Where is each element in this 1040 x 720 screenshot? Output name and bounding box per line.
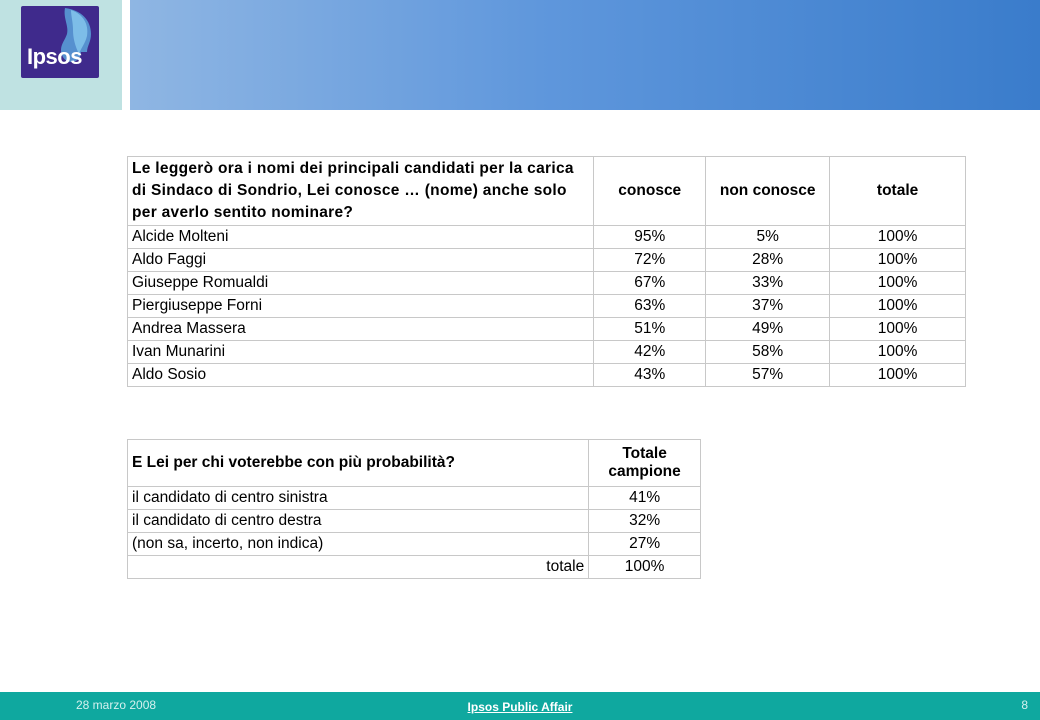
option-label: il candidato di centro destra xyxy=(128,510,589,533)
footer-date: 28 marzo 2008 xyxy=(76,698,157,712)
col-header-totale-campione xyxy=(589,440,701,487)
non-conosce-value: 28% xyxy=(706,249,830,272)
option-label: (non sa, incerto, non indica) xyxy=(128,533,589,556)
col-header-line-1: Totale xyxy=(622,445,667,462)
table-row xyxy=(128,364,966,387)
total-label: totale xyxy=(128,556,589,579)
col-header-non-conosce: non conosce xyxy=(706,157,830,226)
conosce-value: 63% xyxy=(594,295,706,318)
page-number: 8 xyxy=(1021,698,1028,712)
table-row xyxy=(128,318,966,341)
candidate-name: Piergiuseppe Forni xyxy=(128,295,594,318)
totale-value: 100% xyxy=(830,249,966,272)
total-row xyxy=(128,556,701,579)
table-row xyxy=(128,533,701,556)
non-conosce-value: 57% xyxy=(706,364,830,387)
header-separator xyxy=(122,0,130,110)
non-conosce-value: 33% xyxy=(706,272,830,295)
totale-value: 100% xyxy=(830,318,966,341)
option-label: il candidato di centro sinistra xyxy=(128,487,589,510)
totale-value: 100% xyxy=(830,226,966,249)
table-row xyxy=(128,272,966,295)
table-row xyxy=(128,341,966,364)
question-cell: E Lei per chi voterebbe con più probabilità? xyxy=(128,440,589,487)
conosce-value: 67% xyxy=(594,272,706,295)
option-value: 27% xyxy=(589,533,701,556)
conosce-value: 42% xyxy=(594,341,706,364)
totale-value: 100% xyxy=(830,272,966,295)
awareness-table xyxy=(127,156,966,387)
header-band xyxy=(130,0,1040,110)
vote-intention-table xyxy=(127,439,701,579)
table-row xyxy=(128,249,966,272)
col-header-totale: totale xyxy=(830,157,966,226)
footer-title-link[interactable]: Ipsos Public Affair xyxy=(467,700,573,714)
totale-value: 100% xyxy=(830,295,966,318)
option-value: 32% xyxy=(589,510,701,533)
candidate-name: Aldo Sosio xyxy=(128,364,594,387)
table-row xyxy=(128,487,701,510)
table-row xyxy=(128,295,966,318)
non-conosce-value: 5% xyxy=(706,226,830,249)
option-value: 41% xyxy=(589,487,701,510)
conosce-value: 72% xyxy=(594,249,706,272)
table-row xyxy=(128,510,701,533)
totale-value: 100% xyxy=(830,341,966,364)
conosce-value: 43% xyxy=(594,364,706,387)
conosce-value: 51% xyxy=(594,318,706,341)
candidate-name: Alcide Molteni xyxy=(128,226,594,249)
candidate-name: Ivan Munarini xyxy=(128,341,594,364)
question-cell: Le leggerò ora i nomi dei principali candidati per la carica di Sindaco di Sondrio, Lei conosce … (nome) anche solo per averlo sentito nominare? xyxy=(128,157,594,226)
footer-bar xyxy=(0,692,1040,720)
table-row xyxy=(128,226,966,249)
candidate-name: Aldo Faggi xyxy=(128,249,594,272)
candidate-name: Andrea Massera xyxy=(128,318,594,341)
total-value: 100% xyxy=(589,556,701,579)
col-header-conosce: conosce xyxy=(594,157,706,226)
ipsos-logo xyxy=(21,6,99,78)
table-header-row xyxy=(128,157,966,226)
non-conosce-value: 37% xyxy=(706,295,830,318)
non-conosce-value: 58% xyxy=(706,341,830,364)
logo-text: Ipsos xyxy=(27,44,82,69)
candidate-name: Giuseppe Romualdi xyxy=(128,272,594,295)
col-header-line-2: campione xyxy=(608,463,681,480)
conosce-value: 95% xyxy=(594,226,706,249)
totale-value: 100% xyxy=(830,364,966,387)
non-conosce-value: 49% xyxy=(706,318,830,341)
table-header-row xyxy=(128,440,701,487)
